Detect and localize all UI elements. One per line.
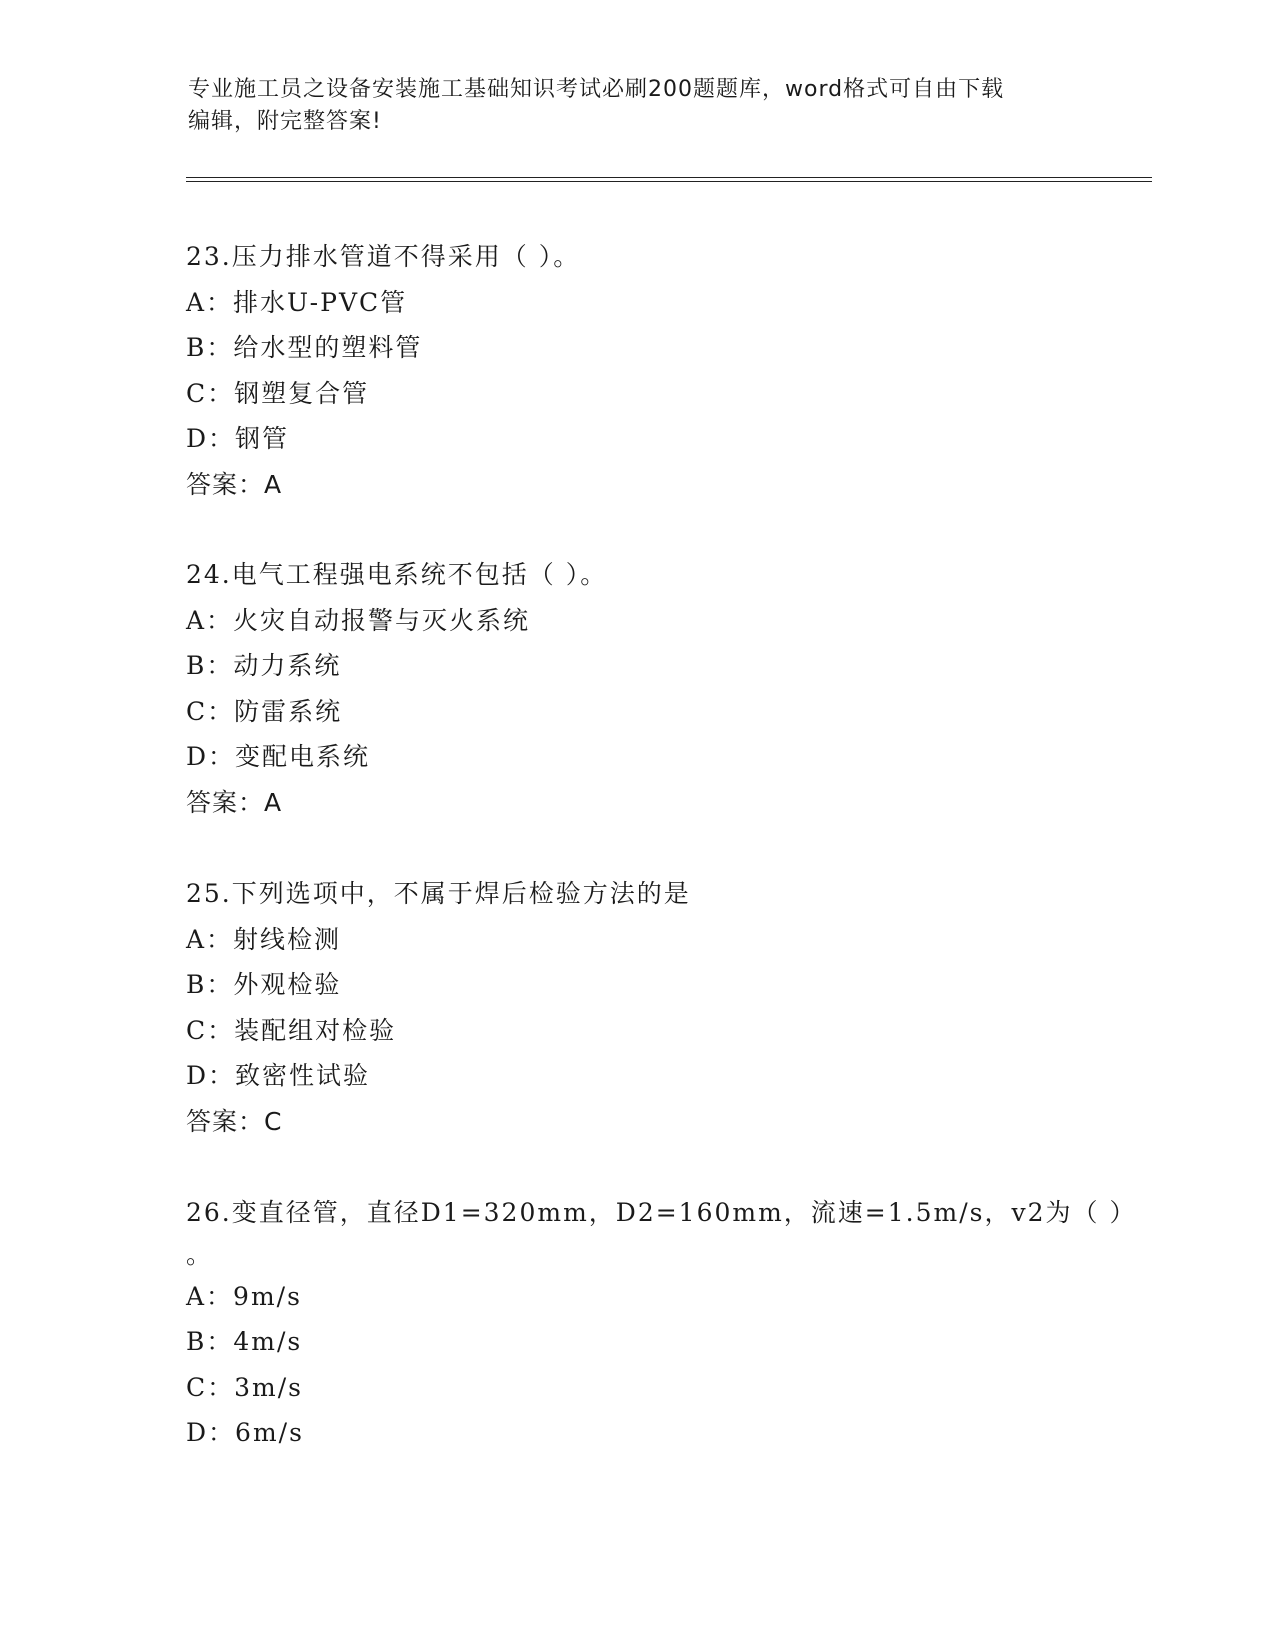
question-stem: 23.压力排水管道不得采用（ ）。 [186,242,581,271]
option-c: C：装配组对检验 [186,1015,397,1045]
header-title-line-2: 编辑，附完整答案! [188,109,382,134]
answer-line: 答案：A [186,787,283,817]
question-stem: 24.电气工程强电系统不包括（ ）。 [186,560,608,589]
document-header [188,74,1088,138]
question-25 [186,871,1086,1144]
answer-line: 答案：C [186,1106,283,1136]
option-d: D：致密性试验 [186,1061,371,1090]
option-c: C：3m/s [186,1372,303,1402]
question-26 [186,1190,1137,1456]
question-stem: 26.变直径管，直径D1=320mm，D2=160mm，流速=1.5m/s，v2为（ ） [186,1198,1137,1227]
option-a: A：射线检测 [186,924,342,954]
option-b: B：外观检验 [186,970,342,999]
option-c: C：防雷系统 [186,696,343,726]
question-23 [186,234,1086,507]
option-a: A：火灾自动报警与灭火系统 [186,605,531,635]
header-divider-bottom [186,181,1152,182]
header-title-line-1: 专业施工员之设备安装施工基础知识考试必刷200题题库，word格式可自由下载 [188,77,1005,102]
option-d: D：变配电系统 [186,742,371,771]
question-stem-continuation: 。 [186,1239,214,1269]
option-b: B：4m/s [186,1327,303,1356]
question-stem: 25.下列选项中，不属于焊后检验方法的是 [186,879,691,908]
question-24 [186,552,1086,825]
option-b: B：给水型的塑料管 [186,333,423,362]
option-b: B：动力系统 [186,651,342,680]
option-d: D：6m/s [186,1418,304,1447]
option-c: C：钢塑复合管 [186,378,370,408]
option-a: A：排水U-PVC管 [186,287,408,317]
header-divider-top [186,177,1152,178]
option-d: D：钢管 [186,424,290,453]
option-a: A：9m/s [186,1281,302,1311]
answer-line: 答案：A [186,469,283,499]
